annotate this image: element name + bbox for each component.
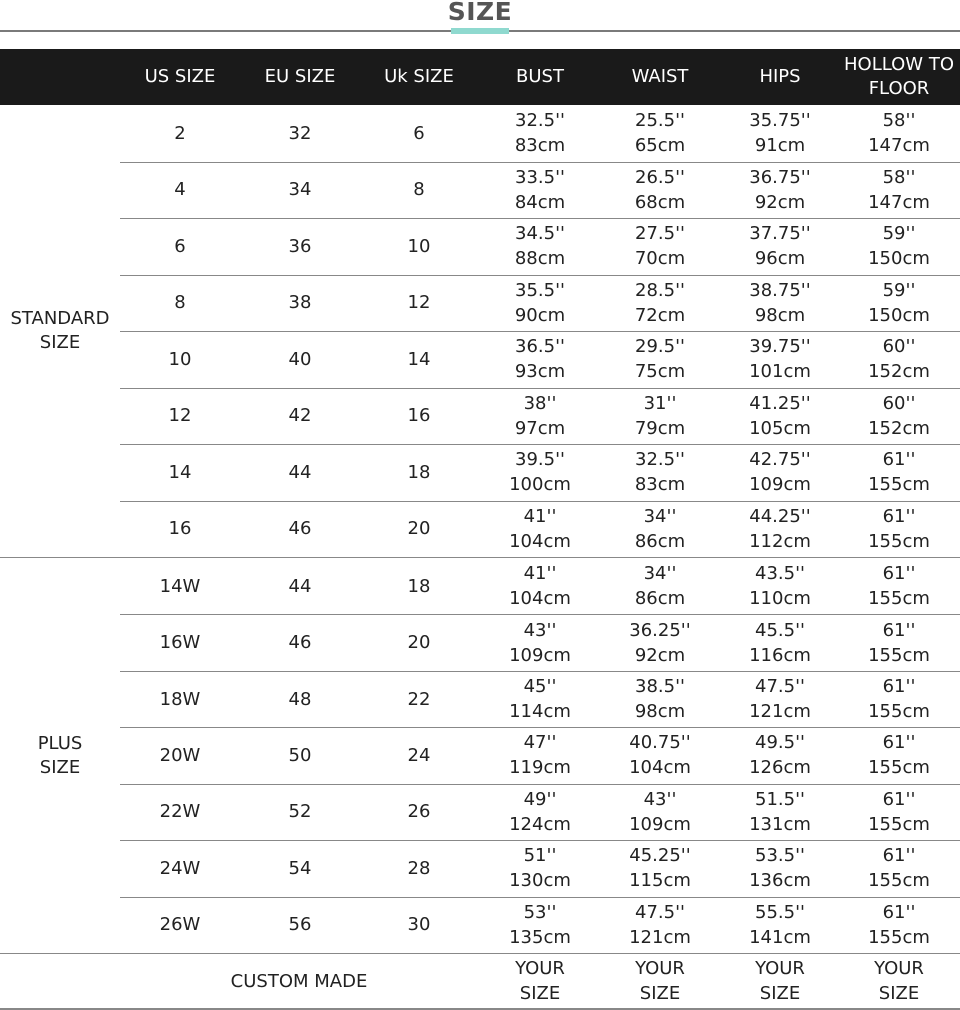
custom-line: SIZE (639, 983, 681, 1004)
inch-value: 55.5'' (755, 901, 805, 923)
cell-hollow-to-floor (840, 444, 958, 501)
group-label-line: STANDARD (10, 308, 110, 329)
inch-value: 61'' (882, 845, 916, 867)
inch-value: 51'' (523, 845, 557, 867)
cm-value: 115cm (629, 870, 691, 892)
cm-value: 88cm (514, 248, 566, 270)
cell-hollow-to-floor (840, 897, 958, 953)
inch-value: 36.25'' (629, 619, 691, 641)
inch-value: 59'' (882, 223, 916, 245)
inch-value: 35.5'' (515, 279, 565, 301)
cm-value: 70cm (634, 248, 686, 270)
cell-bust (480, 388, 600, 445)
cell-us-size: 24W (159, 857, 201, 879)
inch-value: 37.75'' (749, 223, 811, 245)
cm-value: 121cm (749, 701, 811, 723)
cell-hips (720, 897, 840, 953)
cell-eu-size: 36 (288, 235, 312, 257)
inch-value: 61'' (882, 563, 916, 585)
group-label-standard (0, 105, 120, 557)
cell-bust (480, 501, 600, 558)
cm-value: 136cm (749, 870, 811, 892)
cell-hips (720, 275, 840, 332)
inch-value: 34'' (643, 505, 677, 527)
cell-hollow-to-floor (840, 727, 958, 783)
cell-uk-size: 18 (407, 461, 431, 483)
cm-value: 75cm (634, 361, 686, 383)
cell-bust (480, 218, 600, 275)
cell-hips (720, 388, 840, 445)
cm-value: 109cm (509, 644, 571, 666)
cell-us-size: 12 (168, 405, 192, 427)
cm-value: 152cm (868, 361, 930, 383)
cell-uk-size: 10 (407, 235, 431, 257)
cell-hollow-to-floor (840, 840, 958, 896)
cell-hips (720, 727, 840, 783)
cm-value: 101cm (749, 361, 811, 383)
inch-value: 44.25'' (749, 505, 811, 527)
cell-hollow-to-floor (840, 218, 958, 275)
custom-line: YOUR (755, 958, 805, 979)
cell-hollow-to-floor (840, 105, 958, 162)
cm-value: 105cm (749, 417, 811, 439)
cell-eu-size: 34 (288, 179, 312, 201)
inch-value: 38.5'' (635, 676, 685, 698)
cm-value: 84cm (514, 191, 566, 213)
cm-value: 93cm (514, 361, 566, 383)
cell-waist (600, 388, 720, 445)
cell-eu-size: 48 (288, 688, 312, 710)
inch-value: 60'' (882, 392, 916, 414)
cm-value: 92cm (754, 191, 806, 213)
cm-value: 155cm (868, 530, 930, 552)
cm-value: 155cm (868, 813, 930, 835)
inch-value: 60'' (882, 336, 916, 358)
cell-hips (720, 162, 840, 219)
inch-value: 32.5'' (515, 110, 565, 132)
cell-hollow-to-floor (840, 558, 958, 614)
inch-value: 41.25'' (749, 392, 811, 414)
cm-value: 100cm (509, 474, 571, 496)
inch-value: 39.75'' (749, 336, 811, 358)
cell-us-size: 14W (159, 575, 201, 597)
cm-value: 121cm (629, 926, 691, 948)
cell-us-size: 14 (168, 461, 192, 483)
inch-value: 38'' (523, 392, 557, 414)
cell-eu-size: 44 (288, 575, 312, 597)
cell-eu-size: 46 (288, 518, 312, 540)
cm-value: 104cm (509, 588, 571, 610)
page-title: SIZE (447, 0, 513, 26)
cell-waist (600, 331, 720, 388)
cell-eu-size: 42 (288, 405, 312, 427)
cell-uk-size: 22 (407, 688, 431, 710)
custom-line: SIZE (878, 983, 920, 1004)
cm-value: 68cm (634, 191, 686, 213)
cell-bust (480, 784, 600, 840)
cell-uk-size: 8 (413, 179, 425, 201)
cell-eu-size: 44 (288, 461, 312, 483)
custom-made-label: CUSTOM MADE (230, 970, 368, 992)
header-waist: WAIST (631, 66, 689, 87)
cell-us-size: 26W (159, 914, 201, 936)
inch-value: 61'' (882, 732, 916, 754)
cm-value: 72cm (634, 304, 686, 326)
cm-value: 126cm (749, 757, 811, 779)
cm-value: 65cm (634, 135, 686, 157)
cell-us-size: 4 (174, 179, 186, 201)
custom-line: YOUR (515, 958, 565, 979)
cm-value: 152cm (868, 417, 930, 439)
group-label-line: PLUS (37, 732, 83, 754)
cm-value: 83cm (634, 474, 686, 496)
cell-waist (600, 671, 720, 727)
cell-us-size: 8 (174, 292, 186, 314)
cell-hips (720, 784, 840, 840)
cm-value: 155cm (868, 474, 930, 496)
inch-value: 61'' (882, 901, 916, 923)
cell-eu-size: 56 (288, 914, 312, 936)
inch-value: 43'' (523, 619, 557, 641)
cm-value: 114cm (509, 701, 571, 723)
inch-value: 35.75'' (749, 110, 811, 132)
cell-uk-size: 26 (407, 801, 431, 823)
cell-hips (720, 218, 840, 275)
cell-eu-size: 38 (288, 292, 312, 314)
cm-value: 98cm (634, 701, 686, 723)
cm-value: 97cm (514, 417, 566, 439)
cm-value: 79cm (634, 417, 686, 439)
cell-hips (720, 558, 840, 614)
cell-bust (480, 614, 600, 670)
cm-value: 147cm (868, 135, 930, 157)
inch-value: 39.5'' (515, 449, 565, 471)
cell-us-size: 22W (159, 801, 201, 823)
cell-waist (600, 840, 720, 896)
inch-value: 40.75'' (629, 732, 691, 754)
cell-uk-size: 12 (407, 292, 431, 314)
cell-waist (600, 218, 720, 275)
custom-waist (600, 954, 720, 1008)
inch-value: 36.5'' (515, 336, 565, 358)
cell-us-size: 16W (159, 632, 201, 654)
cell-uk-size: 18 (407, 575, 431, 597)
inch-value: 32.5'' (635, 449, 685, 471)
cm-value: 150cm (868, 248, 930, 270)
cell-waist (600, 162, 720, 219)
inch-value: 45.25'' (629, 845, 691, 867)
cell-uk-size: 28 (407, 857, 431, 879)
cm-value: 91cm (754, 135, 806, 157)
cell-uk-size: 24 (407, 744, 431, 766)
inch-value: 53.5'' (755, 845, 805, 867)
cell-uk-size: 16 (407, 405, 431, 427)
inch-value: 43'' (643, 788, 677, 810)
inch-value: 61'' (882, 619, 916, 641)
cm-value: 98cm (754, 304, 806, 326)
inch-value: 29.5'' (635, 336, 685, 358)
cell-hollow-to-floor (840, 501, 958, 558)
cm-value: 155cm (868, 701, 930, 723)
inch-value: 49'' (523, 788, 557, 810)
cm-value: 86cm (634, 588, 686, 610)
cell-eu-size: 54 (288, 857, 312, 879)
inch-value: 61'' (882, 676, 916, 698)
cell-hips (720, 671, 840, 727)
custom-hollow-to-floor (840, 954, 958, 1008)
inch-value: 47'' (523, 732, 557, 754)
inch-value: 34.5'' (515, 223, 565, 245)
cell-eu-size: 32 (288, 122, 312, 144)
inch-value: 47.5'' (755, 676, 805, 698)
cm-value: 135cm (509, 926, 571, 948)
cell-us-size: 20W (159, 744, 201, 766)
cm-value: 155cm (868, 870, 930, 892)
cm-value: 90cm (514, 304, 566, 326)
title-accent-bar (451, 28, 509, 34)
cell-waist (600, 727, 720, 783)
cell-hollow-to-floor (840, 388, 958, 445)
cell-waist (600, 501, 720, 558)
header-uk-size: Uk SIZE (384, 66, 454, 87)
cell-eu-size: 50 (288, 744, 312, 766)
cell-hollow-to-floor (840, 784, 958, 840)
inch-value: 25.5'' (635, 110, 685, 132)
cm-value: 147cm (868, 191, 930, 213)
inch-value: 61'' (882, 449, 916, 471)
cell-eu-size: 52 (288, 801, 312, 823)
cell-bust (480, 671, 600, 727)
cm-value: 96cm (754, 248, 806, 270)
cell-uk-size: 6 (413, 122, 425, 144)
cell-hips (720, 614, 840, 670)
cm-value: 155cm (868, 588, 930, 610)
cm-value: 104cm (629, 757, 691, 779)
inch-value: 61'' (882, 505, 916, 527)
cell-us-size: 2 (174, 122, 186, 144)
inch-value: 53'' (523, 901, 557, 923)
cell-hips (720, 105, 840, 162)
cell-bust (480, 840, 600, 896)
cm-value: 124cm (509, 813, 571, 835)
cell-hips (720, 840, 840, 896)
inch-value: 51.5'' (755, 788, 805, 810)
inch-value: 45.5'' (755, 619, 805, 641)
cm-value: 141cm (749, 926, 811, 948)
inch-value: 41'' (523, 563, 557, 585)
cell-us-size: 10 (168, 348, 192, 370)
cell-bust (480, 331, 600, 388)
group-label-line: SIZE (39, 756, 81, 778)
inch-value: 27.5'' (635, 223, 685, 245)
cell-hollow-to-floor (840, 162, 958, 219)
cm-value: 112cm (749, 530, 811, 552)
cell-waist (600, 558, 720, 614)
cell-hollow-to-floor (840, 671, 958, 727)
cm-value: 130cm (509, 870, 571, 892)
header-hips: HIPS (759, 66, 801, 87)
cm-value: 155cm (868, 926, 930, 948)
cell-bust (480, 727, 600, 783)
cell-hollow-to-floor (840, 331, 958, 388)
header-bust: BUST (516, 66, 564, 87)
custom-hips (720, 954, 840, 1008)
cell-hips (720, 331, 840, 388)
inch-value: 31'' (643, 392, 677, 414)
cm-value: 86cm (634, 530, 686, 552)
inch-value: 59'' (882, 279, 916, 301)
inch-value: 38.75'' (749, 279, 811, 301)
cell-uk-size: 20 (407, 518, 431, 540)
header-hollow-to-floor: HOLLOW TO FLOOR (844, 54, 954, 99)
cell-us-size: 18W (159, 688, 201, 710)
inch-value: 34'' (643, 563, 677, 585)
cell-bust (480, 897, 600, 953)
cell-waist (600, 275, 720, 332)
cm-value: 109cm (629, 813, 691, 835)
cell-bust (480, 105, 600, 162)
cell-hips (720, 501, 840, 558)
custom-line: SIZE (519, 983, 561, 1004)
inch-value: 42.75'' (749, 449, 811, 471)
cell-waist (600, 105, 720, 162)
cell-hollow-to-floor (840, 614, 958, 670)
cell-bust (480, 275, 600, 332)
custom-line: YOUR (874, 958, 924, 979)
cm-value: 104cm (509, 530, 571, 552)
inch-value: 28.5'' (635, 279, 685, 301)
inch-value: 33.5'' (515, 166, 565, 188)
table-header (0, 49, 960, 105)
cell-hollow-to-floor (840, 275, 958, 332)
cm-value: 119cm (509, 757, 571, 779)
cell-us-size: 6 (174, 235, 186, 257)
cm-value: 155cm (868, 757, 930, 779)
cell-us-size: 16 (168, 518, 192, 540)
cell-bust (480, 444, 600, 501)
cell-waist (600, 784, 720, 840)
cell-waist (600, 897, 720, 953)
cm-value: 109cm (749, 474, 811, 496)
group-label-plus (0, 558, 120, 953)
cm-value: 92cm (634, 644, 686, 666)
cell-hips (720, 444, 840, 501)
group-label-line: SIZE (39, 332, 81, 353)
cm-value: 83cm (514, 135, 566, 157)
inch-value: 43.5'' (755, 563, 805, 585)
cell-waist (600, 614, 720, 670)
cell-eu-size: 46 (288, 632, 312, 654)
cell-uk-size: 14 (407, 348, 431, 370)
cell-uk-size: 30 (407, 914, 431, 936)
custom-line: YOUR (635, 958, 685, 979)
header-eu-size: EU SIZE (264, 66, 336, 87)
inch-value: 58'' (882, 166, 916, 188)
cm-value: 150cm (868, 304, 930, 326)
cm-value: 131cm (749, 813, 811, 835)
cm-value: 155cm (868, 644, 930, 666)
inch-value: 61'' (882, 788, 916, 810)
cell-bust (480, 558, 600, 614)
inch-value: 36.75'' (749, 166, 811, 188)
inch-value: 41'' (523, 505, 557, 527)
cell-eu-size: 40 (288, 348, 312, 370)
inch-value: 58'' (882, 110, 916, 132)
cm-value: 116cm (749, 644, 811, 666)
custom-line: SIZE (759, 983, 801, 1004)
inch-value: 45'' (523, 676, 557, 698)
inch-value: 47.5'' (635, 901, 685, 923)
cm-value: 110cm (749, 588, 811, 610)
cell-waist (600, 444, 720, 501)
inch-value: 49.5'' (755, 732, 805, 754)
inch-value: 26.5'' (635, 166, 685, 188)
cell-uk-size: 20 (407, 632, 431, 654)
group-divider (0, 557, 960, 558)
custom-bust (480, 954, 600, 1008)
cell-bust (480, 162, 600, 219)
header-us-size: US SIZE (144, 66, 216, 87)
